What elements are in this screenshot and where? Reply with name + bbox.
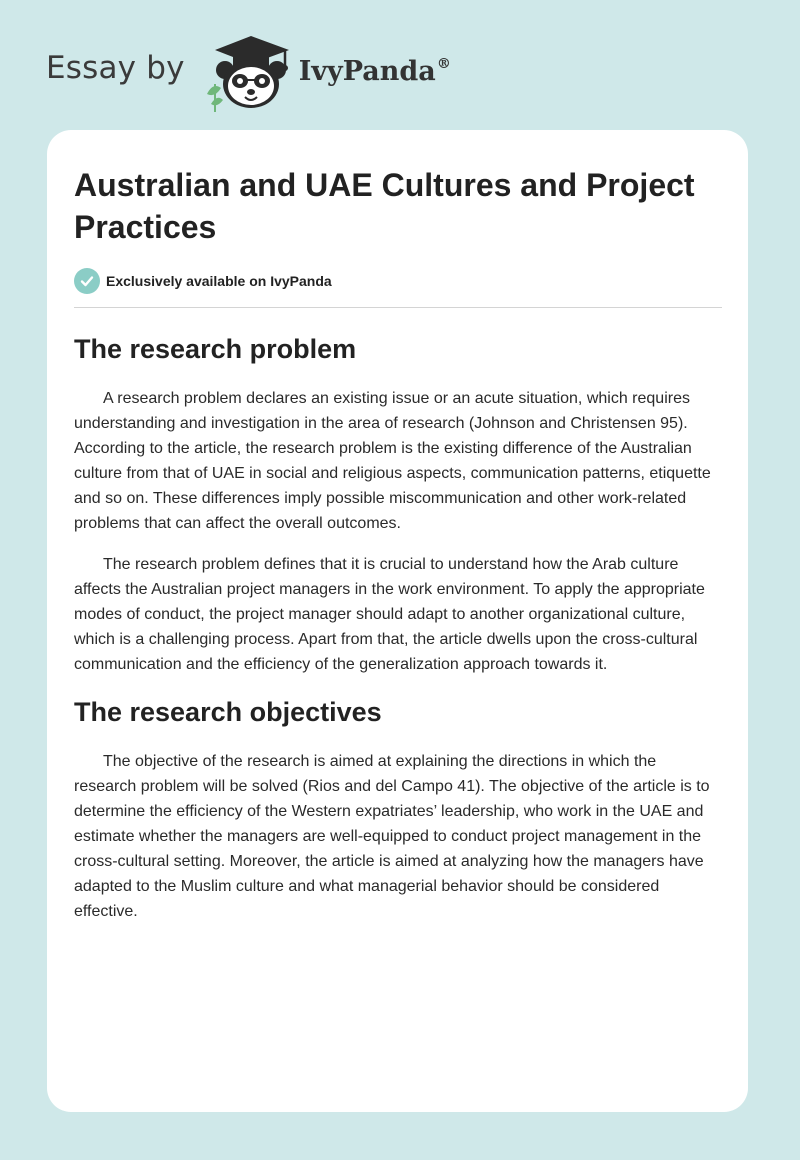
- site-header: [46, 32, 451, 112]
- brand-name[interactable]: IvyPanda®: [298, 55, 451, 87]
- registered-mark: ®: [436, 55, 451, 72]
- section-heading-research-problem: The research problem: [74, 334, 357, 364]
- paragraph: A research problem declares an existing issue or an acute situation, which requires understanding and investigation in the area of research (Johnson and Christensen 95). According to the article, the research problem is the existing difference of the Australian culture from that of UAE in social and religious aspects, communication patterns, etiquette and so on. These differences imply possible miscommunication and other work-related problems that can affect the overall outcomes.: [74, 390, 711, 532]
- paragraph: The objective of the research is aimed at explaining the directions in which the research problem will be solved (Rios and del Campo 41). The objective of the article is to determine the efficiency of the Western expatriates’ leadership, who work in the UAE and estimate whether the managers are well-equipped to conduct project management in the cross-cultural setting. Moreover, the article is aimed at analyzing how the managers have adapted to the Muslim culture and what managerial behavior should be considered effective.: [74, 753, 710, 920]
- section-heading-research-objectives: The research objectives: [74, 697, 382, 727]
- paragraph: The research problem defines that it is crucial to understand how the Arab culture affects the Australian project managers in the work environment. To apply the appropriate modes of conduct, the project manager should adapt to another organizational culture, which is a challenging process. Apart from that, the article dwells upon the cross-cultural communication and the efficiency of the generalization approach towards it.: [74, 556, 705, 673]
- check-circle-icon: [74, 268, 100, 294]
- essay-by-label: Essay by: [46, 50, 185, 86]
- essay-title: Australian and UAE Cultures and Project Practices: [74, 167, 695, 245]
- essay-card: [47, 130, 748, 1112]
- badge-label: Exclusively available on IvyPanda: [106, 273, 332, 289]
- panda-graduate-logo-icon[interactable]: [203, 32, 295, 112]
- exclusive-badge: [74, 268, 722, 308]
